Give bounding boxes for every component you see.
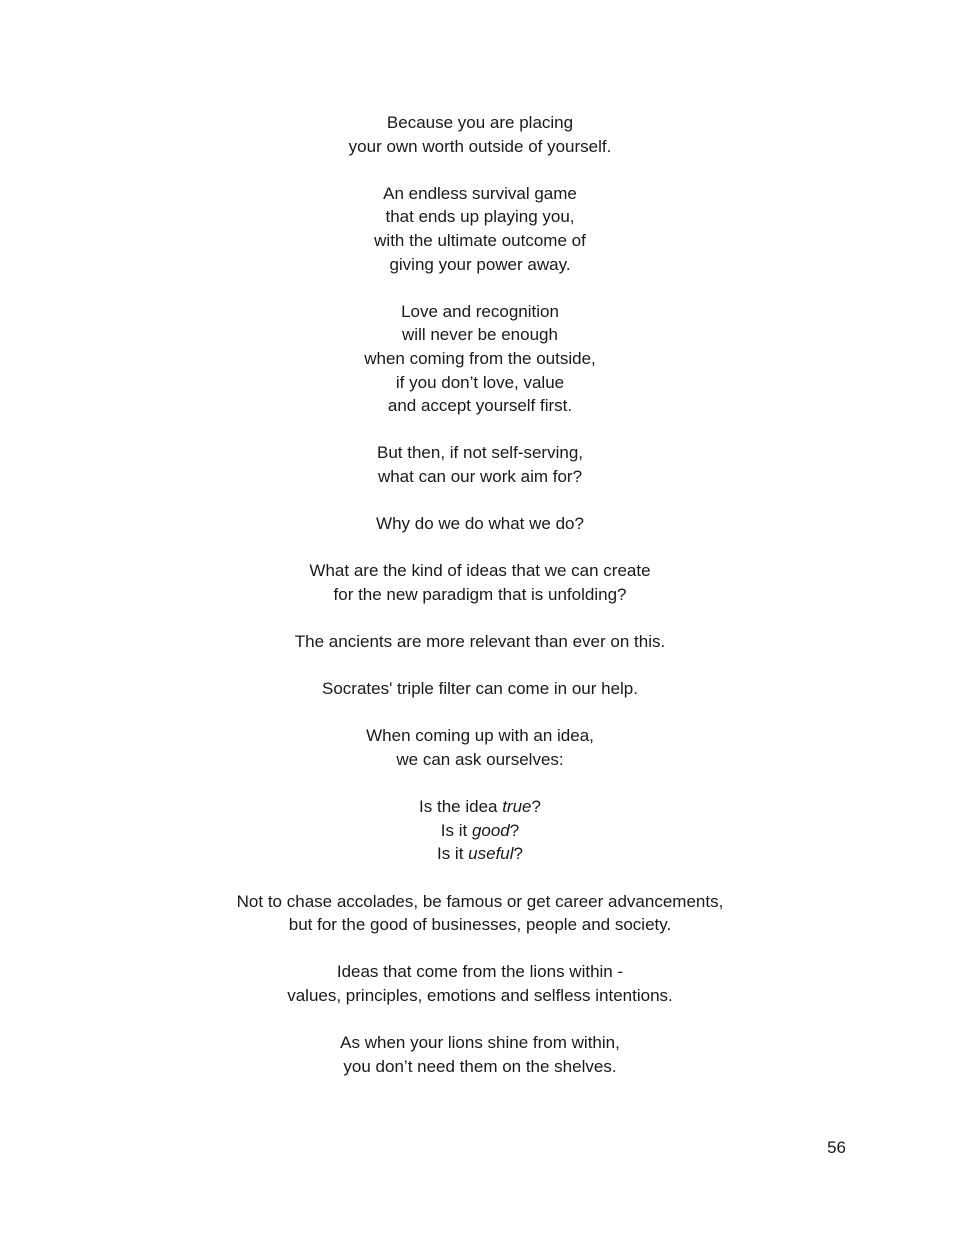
question-line: [0, 842, 960, 866]
question-prefix: Is it: [436, 844, 469, 864]
poem-body: [0, 111, 960, 1102]
stanza: [0, 1031, 960, 1078]
poem-line: your own worth outside of yourself.: [348, 136, 612, 156]
poem-line: Not to chase accolades, be famous or get career advancements,: [236, 891, 724, 911]
stanza: [0, 559, 960, 606]
poem-line: giving your power away.: [389, 254, 571, 274]
question-emphasis: true: [502, 797, 532, 817]
poem-line: when coming from the outside,: [364, 348, 596, 368]
poem-line: but for the good of businesses, people and society.: [288, 915, 672, 935]
poem-line: if you don’t love, value: [395, 372, 565, 392]
stanza: [0, 182, 960, 276]
poem-line: Love and recognition: [401, 301, 559, 321]
question-suffix: ?: [513, 844, 523, 864]
poem-line: Socrates' triple filter can come in our help.: [321, 679, 638, 699]
question-emphasis: useful: [468, 844, 514, 864]
stanza: [0, 890, 960, 937]
poem-line: Because you are placing: [386, 113, 574, 132]
poem-line: An endless survival game: [383, 183, 577, 203]
question-prefix: Is the idea: [419, 797, 503, 817]
stanza: [0, 677, 960, 701]
poem-line: The ancients are more relevant than ever on this.: [294, 632, 666, 652]
stanza: [0, 960, 960, 1007]
poem-line: and accept yourself first.: [387, 396, 573, 416]
question-stanza: [0, 795, 960, 866]
page-number: 56: [827, 1138, 846, 1157]
stanza: [0, 724, 960, 771]
question-line: [0, 795, 960, 819]
stanza: [0, 300, 960, 418]
poem-line: you don’t need them on the shelves.: [343, 1056, 617, 1076]
poem-line: with the ultimate outcome of: [374, 230, 586, 250]
poem-line: for the new paradigm that is unfolding?: [333, 584, 627, 604]
poem-line: what can our work aim for?: [377, 466, 583, 486]
question-line: [0, 819, 960, 843]
stanza: [0, 512, 960, 536]
poem-line: As when your lions shine from within,: [340, 1033, 620, 1053]
poem-line: What are the kind of ideas that we can create: [309, 561, 651, 581]
question-suffix: ?: [531, 797, 541, 817]
question-emphasis: good: [471, 820, 510, 840]
poem-line: Ideas that come from the lions within -: [336, 962, 624, 982]
poem-line: will never be enough: [402, 325, 558, 345]
stanza: [0, 111, 960, 158]
question-prefix: Is it: [440, 820, 472, 840]
stanza: [0, 441, 960, 488]
poem-line: When coming up with an idea,: [366, 726, 594, 746]
stanza: [0, 630, 960, 654]
poem-line: But then, if not self-serving,: [377, 443, 583, 463]
poem-line: values, principles, emotions and selfless intentions.: [287, 985, 673, 1005]
poem-line: Why do we do what we do?: [376, 514, 584, 534]
poem-line: we can ask ourselves:: [396, 750, 564, 770]
question-suffix: ?: [509, 820, 520, 840]
poem-line: that ends up playing you,: [385, 207, 575, 227]
